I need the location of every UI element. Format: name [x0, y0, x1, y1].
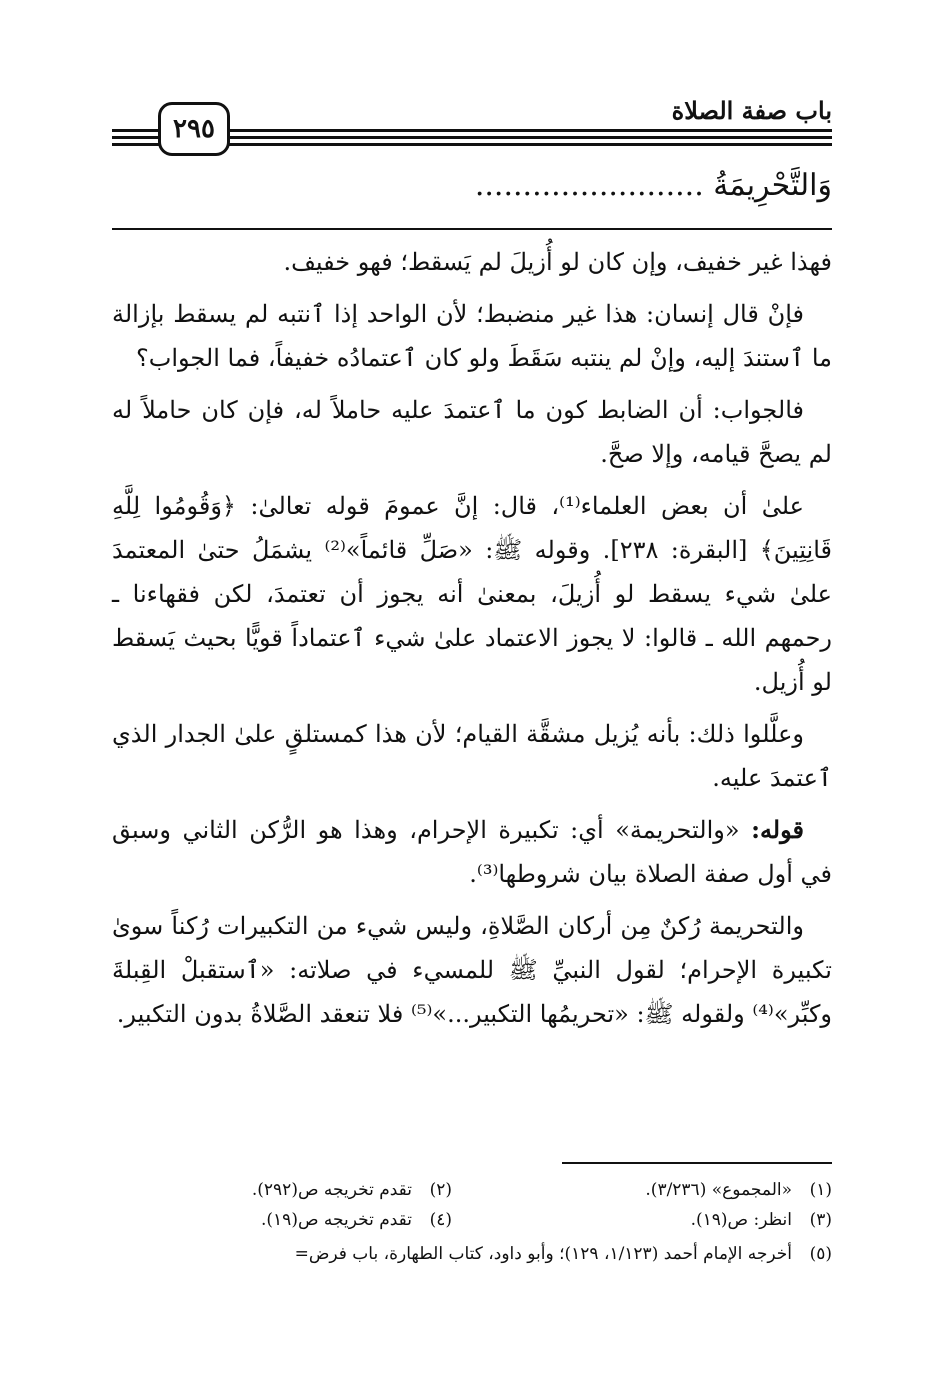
footnote-number: (٤): [429, 1210, 452, 1230]
footnote-number: (١): [809, 1180, 832, 1200]
footnote-text: أخرجه الإمام أحمد (١/١٢٣، ١٢٩)؛ وأبو داود، كتاب الطهارة، باب فرض=: [294, 1244, 792, 1264]
page-number: ٢٩٥: [158, 102, 230, 156]
footnote-text: تقدم تخريجه ص(٢٩٢).: [251, 1180, 412, 1200]
footnote-text: تقدم تخريجه ص(١٩).: [261, 1210, 412, 1230]
footnote-divider: [562, 1162, 832, 1164]
chapter-title: باب صفة الصلاة: [671, 96, 832, 125]
matn-dots: ........................: [474, 168, 704, 203]
footnote-text: انظر: ص(١٩).: [690, 1210, 792, 1230]
paragraph: وعلَّلوا ذلك: بأنه يُزيل مشقَّة القيام؛ لأن هذا كمستلقٍ علىٰ الجدار الذي ٱعتمدَ عليه.: [112, 720, 832, 792]
lead-word: قوله:: [751, 815, 804, 844]
footnote-number: (٥): [809, 1244, 832, 1264]
paragraph-with-lead: [112, 808, 832, 896]
footnote-number: (٣): [809, 1210, 832, 1230]
paragraph: والتحريمة رُكنٌ مِن أركان الصَّلاةِ، وليس شيء من التكبيرات رُكناً سوىٰ تكبيرة الإحرام؛ لقول النبيِّ ﷺ للمسيء في صلاته: «ٱستقبلْ القِبلةَ وكبِّر»⁽⁴⁾ ولقوله ﷺ: «تحريمُها التكبير...»⁽⁵⁾ فلا تنعقد الصَّلاةُ بدون التكبير.: [112, 912, 832, 1028]
matn-text: وَالتَّحْرِيمَةُ: [713, 168, 832, 203]
footnote-text: «المجموع» (٣/٢٣٦).: [645, 1180, 792, 1200]
paragraph: فإنْ قال إنسان: هذا غير منضبط؛ لأن الواحد إذا ٱنتبه لم يسقط بإزالة ما ٱستندَ إليه، وإنْ لم ينتبه سَقَطَ ولو كان ٱعتمادُه خفيفاً، فما الجواب؟: [112, 300, 832, 372]
matn-line: [112, 158, 832, 214]
footnote-row: [112, 1176, 832, 1204]
body-text: [112, 240, 832, 1044]
footnote-row: [112, 1206, 832, 1234]
paragraph: فهذا غير خفيف، وإن كان لو أُزيلَ لم يَسقط؛ فهو خفيف.: [283, 248, 832, 276]
paragraph: فالجواب: أن الضابط كون ما ٱعتمدَ عليه حاملاً له، فإن كان حاملاً له لم يصحَّ قيامه، وإلا صحَّ.: [112, 396, 832, 468]
paragraph: علىٰ أن بعض العلماء⁽¹⁾، قال: إنَّ عمومَ قوله تعالىٰ: ﴿وَقُومُوا لِلَّهِ قَانِتِينَ﴾ [البقرة: ٢٣٨]. وقوله ﷺ: «صَلِّ قائماً»⁽²⁾ يشمَلُ حتىٰ المعتمدَ علىٰ شيء يسقط لو أُزيلَ، بمعنىٰ أنه يجوز أن تعتمدَ، لكن فقهاءنا ـ رحمهم الله ـ قالوا: لا يجوز الاعتماد علىٰ شيء ٱعتماداً قويًّا بحيث يَسقط لو أُزيل.: [112, 492, 833, 696]
footnote-row: [112, 1240, 832, 1268]
matn-divider: [112, 228, 832, 230]
footnote-number: (٢): [429, 1180, 452, 1200]
paragraph: «والتحريمة» أي: تكبيرة الإحرام، وهذا هو الرُّكن الثاني وسبق في أول صفة الصلاة بيان شروطها⁽³⁾.: [112, 816, 832, 888]
